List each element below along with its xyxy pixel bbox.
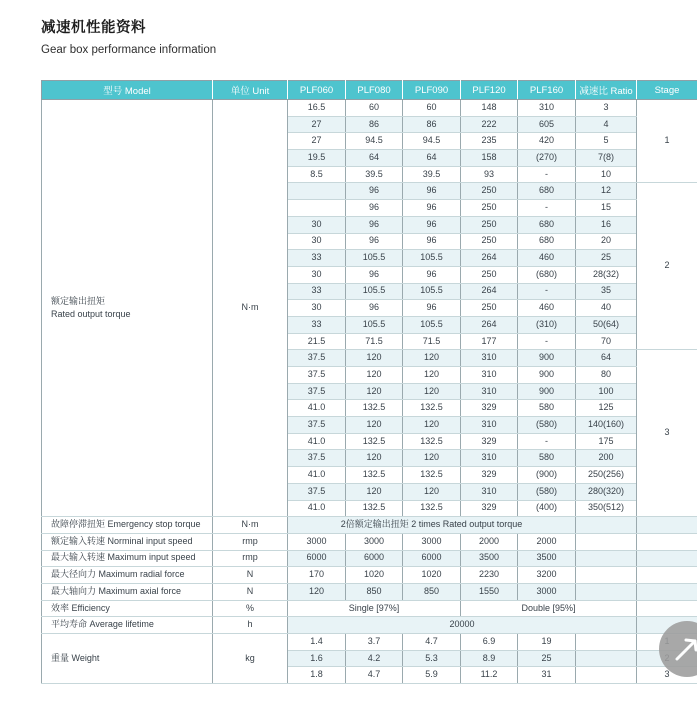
spec-value-cell: 20000 bbox=[288, 617, 637, 634]
torque-value-cell bbox=[288, 183, 346, 200]
torque-value-cell: 37.5 bbox=[288, 417, 346, 434]
torque-value-cell: 120 bbox=[403, 450, 461, 467]
ratio-cell bbox=[576, 634, 637, 651]
torque-value-cell: 39.5 bbox=[403, 166, 461, 183]
torque-value-cell: 148 bbox=[461, 100, 518, 117]
stage-cell: 2 bbox=[637, 183, 697, 350]
column-header-1: 单位 Unit bbox=[213, 81, 288, 100]
torque-value-cell: 310 bbox=[518, 100, 576, 117]
spec-value-cell: 3000 bbox=[518, 583, 576, 600]
column-header-0: 型号 Model bbox=[42, 81, 213, 100]
spec-value-cell bbox=[576, 517, 637, 534]
stage-cell: 3 bbox=[637, 667, 697, 684]
stage-cell: 3 bbox=[637, 350, 697, 517]
spec-value-cell: 170 bbox=[288, 567, 346, 584]
torque-value-cell: 96 bbox=[346, 266, 403, 283]
ratio-cell: 7(8) bbox=[576, 150, 637, 167]
ratio-cell bbox=[576, 667, 637, 684]
spec-value-cell: 6000 bbox=[403, 550, 461, 567]
torque-value-cell: 250 bbox=[461, 266, 518, 283]
stage-cell: 1 bbox=[637, 100, 697, 183]
spec-row-label: 最大轴向力 Maximum axial force bbox=[42, 583, 213, 600]
torque-value-cell: 310 bbox=[461, 350, 518, 367]
torque-value-cell: 120 bbox=[403, 383, 461, 400]
torque-value-cell: - bbox=[518, 166, 576, 183]
torque-value-cell: 580 bbox=[518, 450, 576, 467]
torque-value-cell: 41.0 bbox=[288, 400, 346, 417]
torque-value-cell: 250 bbox=[461, 216, 518, 233]
ratio-cell: 125 bbox=[576, 400, 637, 417]
unit-cell: N bbox=[213, 567, 288, 584]
ratio-cell: 70 bbox=[576, 333, 637, 350]
torque-value-cell: 460 bbox=[518, 250, 576, 267]
spec-value-cell: 2倍额定输出扭矩 2 times Rated output torque bbox=[288, 517, 576, 534]
ratio-cell: 5 bbox=[576, 133, 637, 150]
torque-value-cell: 96 bbox=[346, 200, 403, 217]
torque-value-cell: 680 bbox=[518, 216, 576, 233]
spec-value-cell: 3000 bbox=[346, 533, 403, 550]
unit-cell: N·m bbox=[213, 100, 288, 517]
torque-value-cell: 94.5 bbox=[346, 133, 403, 150]
spec-value-cell: 3000 bbox=[403, 533, 461, 550]
torque-value-cell: 86 bbox=[346, 116, 403, 133]
torque-value-cell: 96 bbox=[346, 233, 403, 250]
torque-value-cell: (270) bbox=[518, 150, 576, 167]
torque-value-cell: 39.5 bbox=[346, 166, 403, 183]
torque-value-cell: 37.5 bbox=[288, 483, 346, 500]
weight-value-cell: 31 bbox=[518, 667, 576, 684]
torque-value-cell: 96 bbox=[403, 300, 461, 317]
weight-value-cell: 1.6 bbox=[288, 650, 346, 667]
torque-value-cell: 105.5 bbox=[346, 250, 403, 267]
ratio-cell: 12 bbox=[576, 183, 637, 200]
spec-value-cell bbox=[576, 567, 637, 584]
torque-value-cell: 250 bbox=[461, 200, 518, 217]
ratio-cell: 250(256) bbox=[576, 467, 637, 484]
torque-value-cell: 120 bbox=[346, 483, 403, 500]
ratio-cell: 80 bbox=[576, 367, 637, 384]
spec-value-cell: 850 bbox=[403, 583, 461, 600]
ratio-cell: 40 bbox=[576, 300, 637, 317]
table-row bbox=[42, 567, 697, 584]
spec-value-cell bbox=[637, 567, 697, 584]
torque-value-cell: 264 bbox=[461, 316, 518, 333]
spec-value-cell: 850 bbox=[346, 583, 403, 600]
torque-value-cell: 16.5 bbox=[288, 100, 346, 117]
weight-value-cell: 1.8 bbox=[288, 667, 346, 684]
weight-value-cell: 5.3 bbox=[403, 650, 461, 667]
torque-value-cell: 96 bbox=[403, 266, 461, 283]
torque-value-cell: 310 bbox=[461, 483, 518, 500]
torque-value-cell: 310 bbox=[461, 367, 518, 384]
table-row bbox=[42, 583, 697, 600]
torque-value-cell: 460 bbox=[518, 300, 576, 317]
spec-value-cell bbox=[637, 550, 697, 567]
torque-value-cell: 132.5 bbox=[403, 467, 461, 484]
torque-value-cell: 900 bbox=[518, 350, 576, 367]
weight-value-cell: 11.2 bbox=[461, 667, 518, 684]
torque-value-cell: 158 bbox=[461, 150, 518, 167]
torque-value-cell: 105.5 bbox=[346, 316, 403, 333]
torque-value-cell: 30 bbox=[288, 266, 346, 283]
table-row bbox=[42, 634, 697, 651]
torque-value-cell: 27 bbox=[288, 133, 346, 150]
rated-output-torque-label bbox=[42, 100, 213, 517]
torque-value-cell: 41.0 bbox=[288, 467, 346, 484]
column-header-7: 减速比 Ratio bbox=[576, 81, 637, 100]
torque-value-cell: 132.5 bbox=[403, 433, 461, 450]
torque-value-cell: 37.5 bbox=[288, 350, 346, 367]
spec-value-cell: 1550 bbox=[461, 583, 518, 600]
torque-value-cell: 900 bbox=[518, 367, 576, 384]
column-header-2: PLF060 bbox=[288, 81, 346, 100]
spec-value-cell: 3000 bbox=[288, 533, 346, 550]
torque-value-cell: 580 bbox=[518, 400, 576, 417]
weight-value-cell: 6.9 bbox=[461, 634, 518, 651]
ratio-cell: 16 bbox=[576, 216, 637, 233]
ratio-cell: 20 bbox=[576, 233, 637, 250]
rated-output-torque-label-en: Rated output torque bbox=[51, 309, 131, 320]
torque-value-cell: 96 bbox=[403, 183, 461, 200]
spec-value-cell: 120 bbox=[288, 583, 346, 600]
torque-value-cell: 30 bbox=[288, 233, 346, 250]
torque-value-cell: 60 bbox=[346, 100, 403, 117]
spec-row-label: 平均寿命 Average lifetime bbox=[42, 617, 213, 634]
torque-value-cell: 120 bbox=[346, 417, 403, 434]
spec-value-cell bbox=[576, 583, 637, 600]
torque-value-cell: (680) bbox=[518, 266, 576, 283]
torque-value-cell: 177 bbox=[461, 333, 518, 350]
torque-value-cell: 96 bbox=[346, 183, 403, 200]
torque-value-cell: 30 bbox=[288, 300, 346, 317]
torque-value-cell: 96 bbox=[346, 300, 403, 317]
ratio-cell: 35 bbox=[576, 283, 637, 300]
unit-cell: rmp bbox=[213, 550, 288, 567]
column-header-4: PLF090 bbox=[403, 81, 461, 100]
torque-value-cell: 37.5 bbox=[288, 383, 346, 400]
table-row bbox=[42, 517, 697, 534]
torque-value-cell: 120 bbox=[346, 383, 403, 400]
torque-value-cell: 235 bbox=[461, 133, 518, 150]
spec-value-cell: 3500 bbox=[461, 550, 518, 567]
weight-value-cell: 25 bbox=[518, 650, 576, 667]
column-header-3: PLF080 bbox=[346, 81, 403, 100]
torque-value-cell: 60 bbox=[403, 100, 461, 117]
torque-value-cell: 37.5 bbox=[288, 367, 346, 384]
torque-value-cell: 900 bbox=[518, 383, 576, 400]
torque-value-cell: (900) bbox=[518, 467, 576, 484]
torque-value-cell: (580) bbox=[518, 483, 576, 500]
spec-value-cell: 1020 bbox=[346, 567, 403, 584]
torque-value-cell: 86 bbox=[403, 116, 461, 133]
torque-value-cell: 120 bbox=[403, 367, 461, 384]
ratio-cell: 25 bbox=[576, 250, 637, 267]
ratio-cell: 15 bbox=[576, 200, 637, 217]
torque-value-cell: 420 bbox=[518, 133, 576, 150]
column-header-5: PLF120 bbox=[461, 81, 518, 100]
page-title-chinese: 减速机性能资料 bbox=[41, 20, 146, 36]
torque-value-cell: 132.5 bbox=[346, 433, 403, 450]
torque-value-cell: 132.5 bbox=[403, 400, 461, 417]
torque-value-cell: 680 bbox=[518, 233, 576, 250]
spec-value-cell: 2000 bbox=[518, 533, 576, 550]
torque-value-cell: 250 bbox=[461, 183, 518, 200]
spec-value-cell: Single [97%] bbox=[288, 600, 461, 617]
spec-value-cell: 6000 bbox=[288, 550, 346, 567]
weight-value-cell: 4.7 bbox=[346, 667, 403, 684]
table-row bbox=[42, 617, 697, 634]
spec-value-cell: 2000 bbox=[461, 533, 518, 550]
torque-value-cell: 37.5 bbox=[288, 450, 346, 467]
torque-value-cell: - bbox=[518, 333, 576, 350]
torque-value-cell: 41.0 bbox=[288, 433, 346, 450]
spec-row-label: 最大径向力 Maximum radial force bbox=[42, 567, 213, 584]
unit-cell: N·m bbox=[213, 517, 288, 534]
weight-value-cell: 8.9 bbox=[461, 650, 518, 667]
torque-value-cell: - bbox=[518, 433, 576, 450]
torque-value-cell: 96 bbox=[403, 200, 461, 217]
torque-value-cell: 21.5 bbox=[288, 333, 346, 350]
ratio-cell bbox=[576, 650, 637, 667]
torque-value-cell: 132.5 bbox=[346, 467, 403, 484]
weight-value-cell: 5.9 bbox=[403, 667, 461, 684]
torque-value-cell: 329 bbox=[461, 467, 518, 484]
ratio-cell: 3 bbox=[576, 100, 637, 117]
spec-row-label: 故障停滞扭矩 Emergency stop torque bbox=[42, 517, 213, 534]
torque-value-cell: 105.5 bbox=[403, 316, 461, 333]
spec-value-cell bbox=[637, 517, 697, 534]
spec-value-cell bbox=[637, 583, 697, 600]
torque-value-cell: 264 bbox=[461, 283, 518, 300]
ratio-cell: 280(320) bbox=[576, 483, 637, 500]
torque-value-cell: 250 bbox=[461, 300, 518, 317]
torque-value-cell: 93 bbox=[461, 166, 518, 183]
torque-value-cell: 33 bbox=[288, 316, 346, 333]
table-header-row bbox=[42, 81, 697, 100]
torque-value-cell: 120 bbox=[346, 367, 403, 384]
torque-value-cell: 310 bbox=[461, 450, 518, 467]
floating-action-button[interactable] bbox=[659, 621, 697, 677]
torque-value-cell: 105.5 bbox=[346, 283, 403, 300]
weight-value-cell: 4.7 bbox=[403, 634, 461, 651]
torque-value-cell: 120 bbox=[403, 417, 461, 434]
torque-value-cell: 132.5 bbox=[403, 500, 461, 517]
torque-value-cell: 310 bbox=[461, 417, 518, 434]
torque-value-cell: 8.5 bbox=[288, 166, 346, 183]
torque-value-cell: 120 bbox=[403, 483, 461, 500]
torque-value-cell: (310) bbox=[518, 316, 576, 333]
table-row bbox=[42, 100, 697, 117]
torque-value-cell: 96 bbox=[403, 216, 461, 233]
unit-cell: h bbox=[213, 617, 288, 634]
torque-value-cell: 96 bbox=[403, 233, 461, 250]
column-header-8: Stage bbox=[637, 81, 697, 100]
torque-value-cell: 329 bbox=[461, 433, 518, 450]
table-row bbox=[42, 533, 697, 550]
spec-value-cell bbox=[576, 533, 637, 550]
ratio-cell: 50(64) bbox=[576, 316, 637, 333]
spec-row-label: 最大输入转速 Maximum input speed bbox=[42, 550, 213, 567]
spec-value-cell: Double [95%] bbox=[461, 600, 637, 617]
performance-table bbox=[41, 80, 697, 684]
torque-value-cell: 71.5 bbox=[403, 333, 461, 350]
weight-value-cell: 19 bbox=[518, 634, 576, 651]
ratio-cell: 350(512) bbox=[576, 500, 637, 517]
torque-value-cell: (400) bbox=[518, 500, 576, 517]
torque-value-cell: 329 bbox=[461, 500, 518, 517]
torque-value-cell: 120 bbox=[403, 350, 461, 367]
spec-value-cell: 6000 bbox=[346, 550, 403, 567]
torque-value-cell: 310 bbox=[461, 383, 518, 400]
torque-value-cell: 250 bbox=[461, 233, 518, 250]
torque-value-cell: 222 bbox=[461, 116, 518, 133]
torque-value-cell: - bbox=[518, 283, 576, 300]
torque-value-cell: 94.5 bbox=[403, 133, 461, 150]
torque-value-cell: 264 bbox=[461, 250, 518, 267]
spec-row-label: 额定输入转速 Norminal input speed bbox=[42, 533, 213, 550]
torque-value-cell: 71.5 bbox=[346, 333, 403, 350]
torque-value-cell: 19.5 bbox=[288, 150, 346, 167]
ratio-cell: 4 bbox=[576, 116, 637, 133]
unit-cell: % bbox=[213, 600, 288, 617]
spec-value-cell: 2230 bbox=[461, 567, 518, 584]
table-body bbox=[42, 100, 697, 684]
spec-value-cell bbox=[576, 550, 637, 567]
torque-value-cell: 30 bbox=[288, 216, 346, 233]
torque-value-cell: 120 bbox=[346, 450, 403, 467]
torque-value-cell: 132.5 bbox=[346, 400, 403, 417]
torque-value-cell: 105.5 bbox=[403, 250, 461, 267]
torque-value-cell: 132.5 bbox=[346, 500, 403, 517]
unit-cell: kg bbox=[213, 634, 288, 684]
torque-value-cell: 680 bbox=[518, 183, 576, 200]
torque-value-cell: 33 bbox=[288, 283, 346, 300]
spec-value-cell: 3500 bbox=[518, 550, 576, 567]
torque-value-cell: - bbox=[518, 200, 576, 217]
torque-value-cell: 105.5 bbox=[403, 283, 461, 300]
page-title-english: Gear box performance information bbox=[41, 44, 217, 56]
torque-value-cell bbox=[288, 200, 346, 217]
spec-row-label: 效率 Efficiency bbox=[42, 600, 213, 617]
ratio-cell: 175 bbox=[576, 433, 637, 450]
weight-value-cell: 1.4 bbox=[288, 634, 346, 651]
ratio-cell: 140(160) bbox=[576, 417, 637, 434]
torque-value-cell: (580) bbox=[518, 417, 576, 434]
rated-output-torque-label-zh: 额定输出扭矩 bbox=[51, 295, 106, 306]
torque-value-cell: 33 bbox=[288, 250, 346, 267]
spec-value-cell: 3200 bbox=[518, 567, 576, 584]
table-row bbox=[42, 550, 697, 567]
ratio-cell: 28(32) bbox=[576, 266, 637, 283]
table-row bbox=[42, 600, 697, 617]
torque-value-cell: 64 bbox=[403, 150, 461, 167]
weight-label: 重量 Weight bbox=[42, 634, 213, 684]
torque-value-cell: 96 bbox=[346, 216, 403, 233]
unit-cell: rmp bbox=[213, 533, 288, 550]
spec-value-cell bbox=[637, 533, 697, 550]
torque-value-cell: 41.0 bbox=[288, 500, 346, 517]
arrow-up-right-icon bbox=[659, 621, 697, 677]
column-header-6: PLF160 bbox=[518, 81, 576, 100]
torque-value-cell: 120 bbox=[346, 350, 403, 367]
weight-value-cell: 4.2 bbox=[346, 650, 403, 667]
spec-value-cell bbox=[637, 600, 697, 617]
torque-value-cell: 329 bbox=[461, 400, 518, 417]
torque-value-cell: 27 bbox=[288, 116, 346, 133]
spec-value-cell: 1020 bbox=[403, 567, 461, 584]
torque-value-cell: 64 bbox=[346, 150, 403, 167]
ratio-cell: 10 bbox=[576, 166, 637, 183]
ratio-cell: 64 bbox=[576, 350, 637, 367]
unit-cell: N bbox=[213, 583, 288, 600]
ratio-cell: 100 bbox=[576, 383, 637, 400]
ratio-cell: 200 bbox=[576, 450, 637, 467]
torque-value-cell: 605 bbox=[518, 116, 576, 133]
weight-value-cell: 3.7 bbox=[346, 634, 403, 651]
